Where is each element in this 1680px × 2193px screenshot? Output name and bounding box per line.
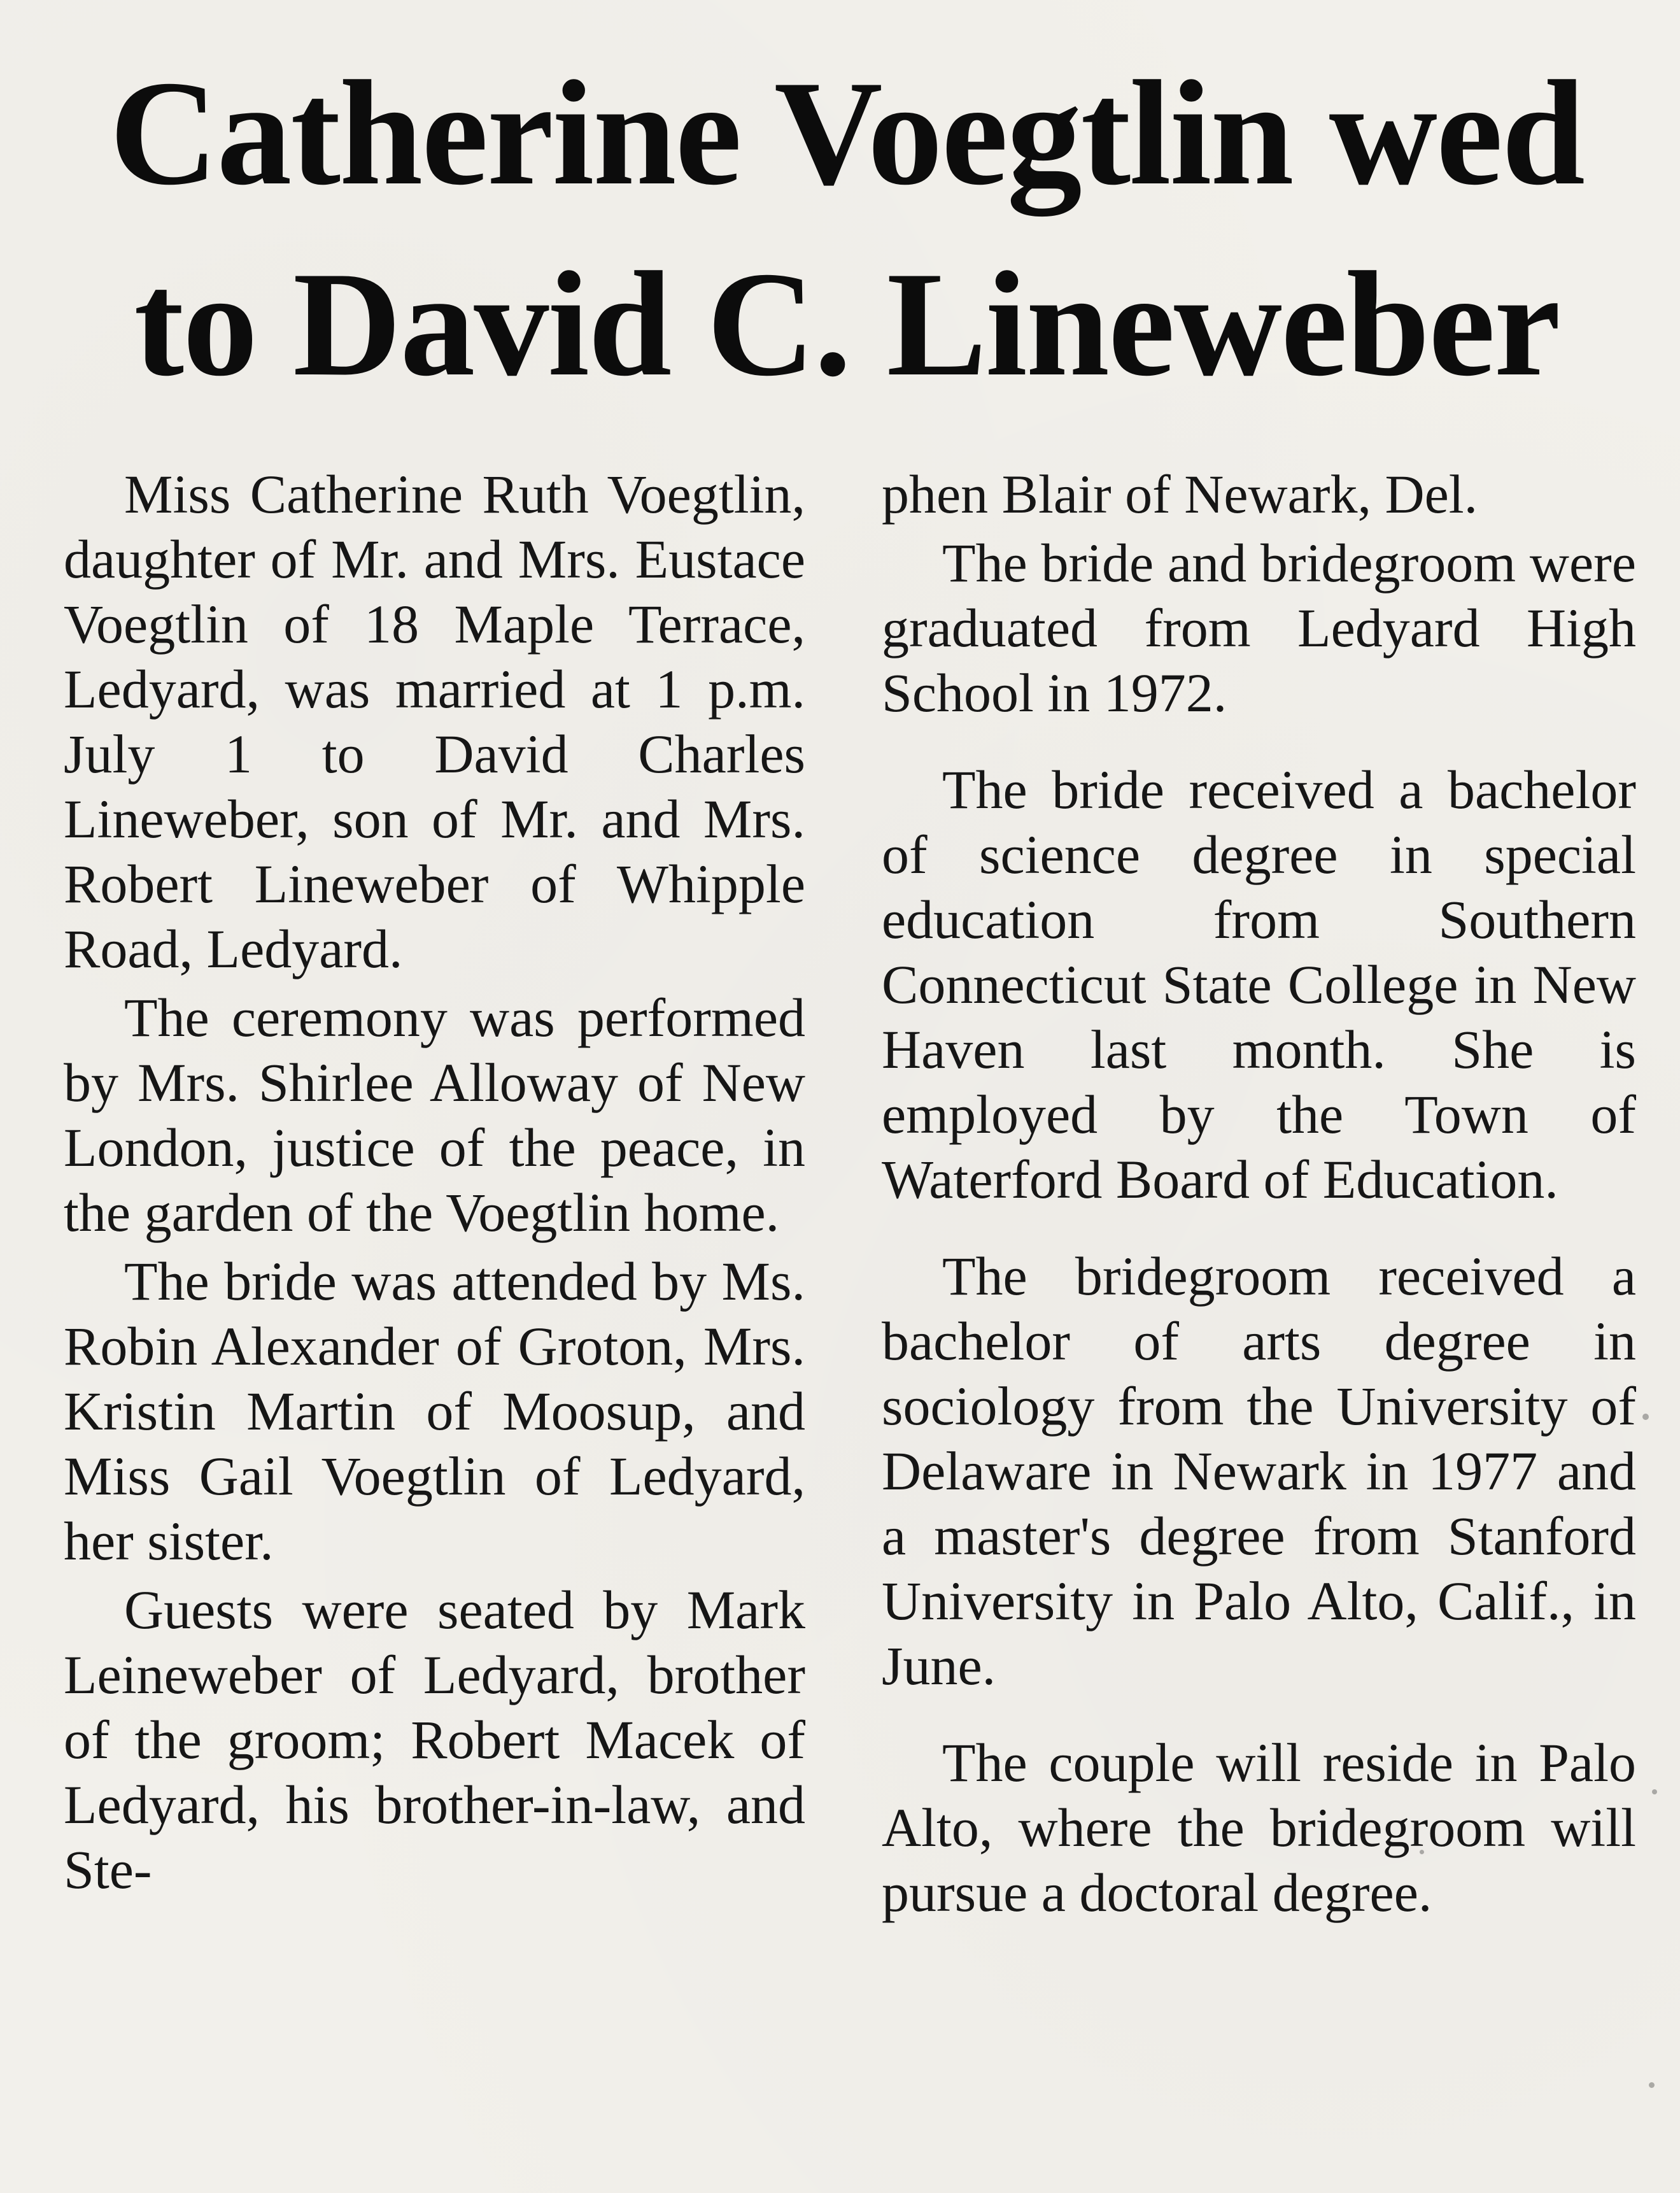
- print-speck: [1652, 1789, 1657, 1794]
- article-paragraph: Guests were seated by Mark Leineweber of Ledyard, brother of the groom; Robert Macek of Ledyard, his brother-in-law, and Ste-: [64, 1579, 805, 1900]
- headline: [76, 38, 1617, 420]
- article-paragraph: The bridegroom received a bachelor of arts degree in sociology from the University of Delaware in Newark in 1977 and a master's degree from Stanford University in Palo Alto, Calif., in June.: [882, 1246, 1636, 1696]
- article-paragraph: Miss Catherine Ruth Voegtlin, daughter of Mr. and Mrs. Eustace Voegtlin of 18 Maple Terrace, Ledyard, was married at 1 p.m. July 1 to David Charles Lineweber, son of Mr. and Mrs. Robert Lineweber of Whipple Road, Ledyard.: [64, 464, 805, 979]
- article-paragraph-continued: phen Blair of Newark, Del.: [882, 464, 1478, 525]
- column-divider: [847, 484, 848, 2140]
- print-speck: [1642, 1414, 1649, 1420]
- headline-line-2: to David C. Lineweber: [134, 241, 1560, 408]
- article-paragraph: The bride was attended by Ms. Robin Alexander of Groton, Mrs. Kristin Martin of Moosup, and Miss Gail Voegtlin of Ledyard, her sister.: [64, 1251, 805, 1572]
- print-speck: [1649, 2082, 1655, 2088]
- article-paragraph: The bride received a bachelor of science degree in special education from Southern Connecticut State College in New Haven last month. She is employed by the Town of Waterford Board of Education.: [882, 759, 1636, 1210]
- article-paragraph: The couple will reside in Palo Alto, where the bridegroom will pursue a doctoral degree.: [882, 1732, 1636, 1923]
- headline-line-1: Catherine Voegtlin wed: [109, 50, 1584, 216]
- article-paragraph: The ceremony was performed by Mrs. Shirlee Alloway of New London, justice of the peace, in the garden of the Voegtlin home.: [64, 987, 805, 1243]
- print-speck: [1420, 1850, 1424, 1854]
- article-paragraph: The bride and bridegroom were graduated from Ledyard High School in 1972.: [882, 532, 1636, 723]
- article-column-left: [64, 462, 805, 1906]
- article-column-right: [882, 462, 1636, 1929]
